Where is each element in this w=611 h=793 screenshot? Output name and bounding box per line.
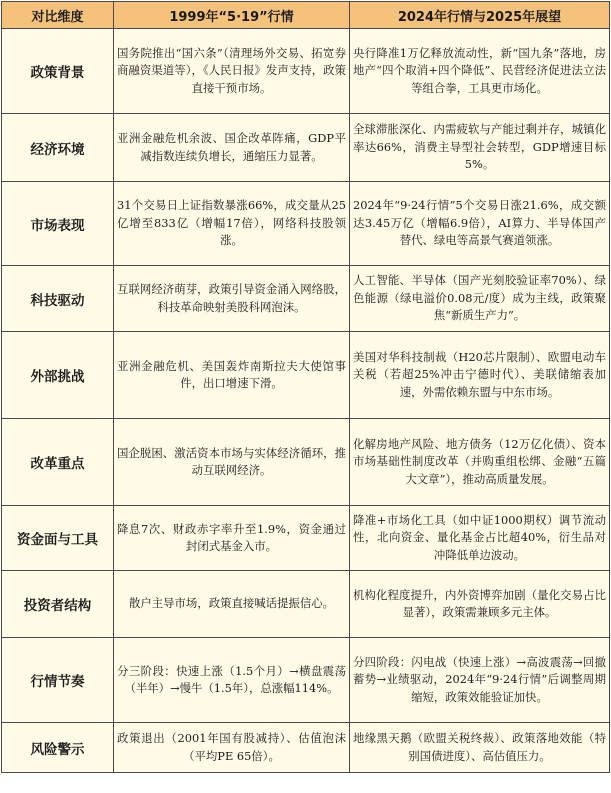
dimension-cell: 资金面与工具 [2,506,114,571]
cell-1999: 亚洲金融危机余波、国企改革阵痛，GDP平减指数连续负增长，通缩压力显著。 [114,114,350,182]
cell-1999: 亚洲金融危机、美国轰炸南斯拉夫大使馆事件，出口增速下滑。 [114,332,350,419]
header-row [2,2,610,29]
cell-2024: 化解房地产风险、地方债务（12万亿化债）、资本市场基础性制度改革（并购重组松绑、金融“五篇大文章”），推动高质量发展。 [350,419,610,506]
cell-1999: 降息7次、财政赤字率升至1.9%，资金通过封闭式基金入市。 [114,506,350,571]
dimension-cell: 外部挑战 [2,332,114,419]
cell-1999: 政策退出（2001年国有股减持）、估值泡沫（平均PE 65倍）。 [114,723,350,773]
dimension-cell: 市场表现 [2,182,114,266]
cell-1999: 国企脱困、激活资本市场与实体经济循环，推动互联网经济。 [114,419,350,506]
header-1999: 1999年“5·19”行情 [114,2,350,29]
comparison-table [1,1,610,773]
dimension-cell: 改革重点 [2,419,114,506]
cell-2024: 人工智能、半导体（国产光刻胶验证率70%）、绿色能源（绿电溢价0.08元/度）成为主线，政策聚焦“新质生产力”。 [350,266,610,332]
table-row [2,29,610,114]
cell-2024: 央行降准1万亿释放流动性，新“国九条”落地，房地产“四个取消+四个降低”、民营经济促进法立法等组合拳，工具更市场化。 [350,29,610,114]
table-row [2,266,610,332]
table-row [2,571,610,638]
dimension-cell: 行情节奏 [2,638,114,723]
table-row [2,638,610,723]
cell-2024: 分四阶段：闪电战（快速上涨）→高波震荡→回撤蓄势→业绩驱动，2024年“9·24行情”后调整周期缩短，政策效能验证加快。 [350,638,610,723]
cell-2024: 全球滞胀深化、内需疲软与产能过剩并存，城镇化率达66%，消费主导型社会转型，GDP增速目标5%。 [350,114,610,182]
dimension-cell: 科技驱动 [2,266,114,332]
cell-2024: 2024年“9·24行情”5个交易日涨21.6%，成交额达3.45万亿（增幅6.9倍），AI算力、半导体国产替代、绿电等高景气赛道领涨。 [350,182,610,266]
cell-2024: 地缘黑天鹅（欧盟关税终裁）、政策落地效能（特别国债进度）、高估值压力。 [350,723,610,773]
table-row [2,182,610,266]
table-row [2,332,610,419]
cell-2024: 降准+市场化工具（如中证1000期权）调节流动性，北向资金、量化基金占比超40%，衍生品对冲降低单边波动。 [350,506,610,571]
cell-2024: 美国对华科技制裁（H20芯片限制）、欧盟电动车关税（若超25%冲击宁德时代）、美联储缩表加速，外需依赖东盟与中东市场。 [350,332,610,419]
header-2024: 2024年行情与2025年展望 [350,2,610,29]
cell-1999: 国务院推出“国六条”（清理场外交易、拓宽券商融资渠道等），《人民日报》发声支持，政策直接干预市场。 [114,29,350,114]
comparison-table-container [1,1,609,791]
cell-1999: 互联网经济萌芽，政策引导资金涌入网络股，科技革命映射美股科网泡沫。 [114,266,350,332]
header-dimension: 对比维度 [2,2,114,29]
cell-1999: 散户主导市场，政策直接喊话提振信心。 [114,571,350,638]
cell-1999: 31个交易日上证指数暴涨66%，成交量从25亿增至833亿（增幅17倍），网络科技股领涨。 [114,182,350,266]
cell-1999: 分三阶段：快速上涨（1.5个月）→横盘震荡（半年）→慢牛（1.5年），总涨幅114%。 [114,638,350,723]
dimension-cell: 经济环境 [2,114,114,182]
table-row [2,419,610,506]
dimension-cell: 投资者结构 [2,571,114,638]
table-row [2,506,610,571]
dimension-cell: 风险警示 [2,723,114,773]
cell-2024: 机构化程度提升，内外资博弈加剧（量化交易占比显著），政策需兼顾多元主体。 [350,571,610,638]
table-row [2,114,610,182]
dimension-cell: 政策背景 [2,29,114,114]
table-row [2,723,610,773]
